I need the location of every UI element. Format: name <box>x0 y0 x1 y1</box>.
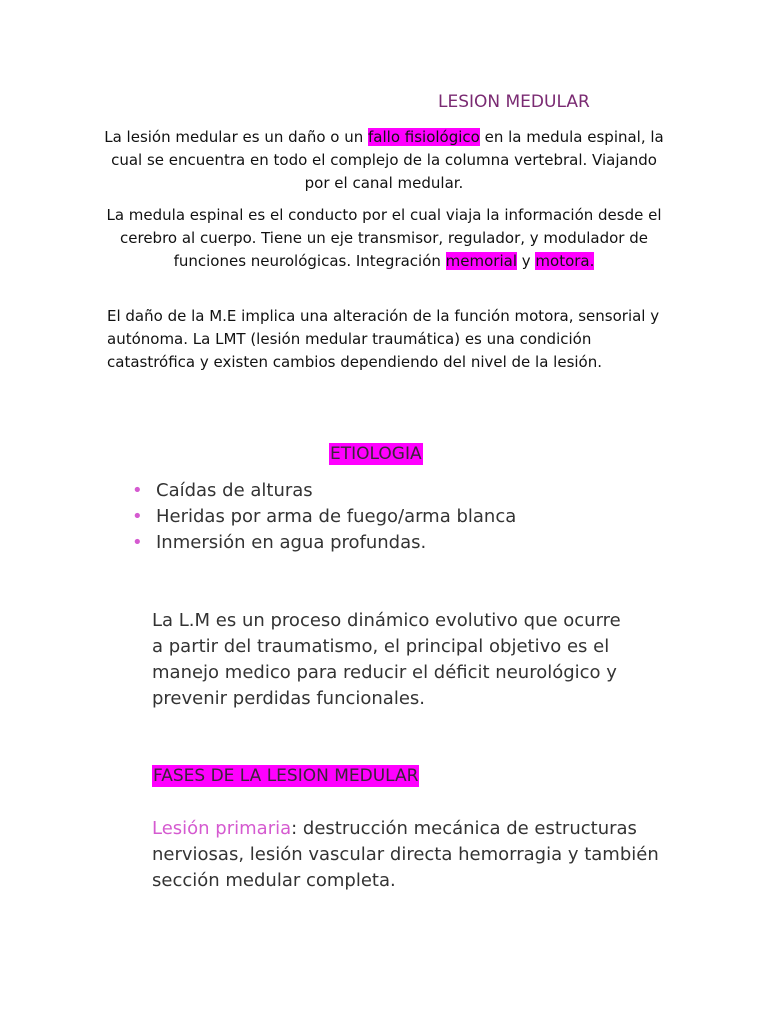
list-item <box>132 530 516 556</box>
highlight-memorial: memorial <box>445 252 517 270</box>
list-item-text: Caídas de alturas <box>156 480 313 501</box>
lesion-primaria-label: Lesión primaria <box>152 818 292 839</box>
etiologia-heading: ETIOLOGIA <box>330 444 422 464</box>
medula-text: La medula espinal es el conducto por el cual viaja la información desde el cerebro al cuerpo. Tiene un eje transmisor, regulador, y modulador de funciones neurológicas. Integración <box>106 206 662 270</box>
intro-text-start: La lesión medular es un daño o un <box>104 128 369 146</box>
bullet-dot-icon: • <box>132 506 143 527</box>
highlight-fallo-fisiologico: fallo fisiológico <box>368 128 480 146</box>
bullet-dot-icon: • <box>132 532 143 553</box>
lesion-primaria-paragraph <box>152 816 672 894</box>
document-title: LESION MEDULAR <box>438 92 590 112</box>
etiologia-list <box>132 478 516 556</box>
intro-text-end: en la medula espinal, la cual se encuentra en todo el complejo de la columna vertebral. Viajando por el canal medular. <box>111 128 664 192</box>
fases-heading: FASES DE LA LESION MEDULAR <box>153 766 419 786</box>
list-item <box>132 504 516 530</box>
list-item-text: Inmersión en agua profundas. <box>156 532 427 553</box>
lesion-primaria-text: : destrucción mecánica de estructuras nerviosas, lesión vascular directa hemorragia y también sección medular completa. <box>152 818 659 891</box>
intro-paragraph <box>100 126 668 195</box>
medula-paragraph <box>100 204 668 273</box>
bullet-dot-icon: • <box>132 480 143 501</box>
proceso-paragraph: La L.M es un proceso dinámico evolutivo que ocurre a partir del traumatismo, el principal objetivo es el manejo medico para reducir el déficit neurológico y prevenir perdidas funcionales. <box>152 610 621 709</box>
highlight-motora: motora. <box>535 252 595 270</box>
list-item-text: Heridas por arma de fuego/arma blanca <box>156 506 517 527</box>
dano-paragraph: El daño de la M.E implica una alteración de la función motora, sensorial y autónoma. La LMT (lesión medular traumática) es una condición catastrófica y existen cambios dependiendo del nivel de la lesión. <box>107 307 660 371</box>
list-item <box>132 478 516 504</box>
medula-conjunction: y <box>517 252 536 270</box>
